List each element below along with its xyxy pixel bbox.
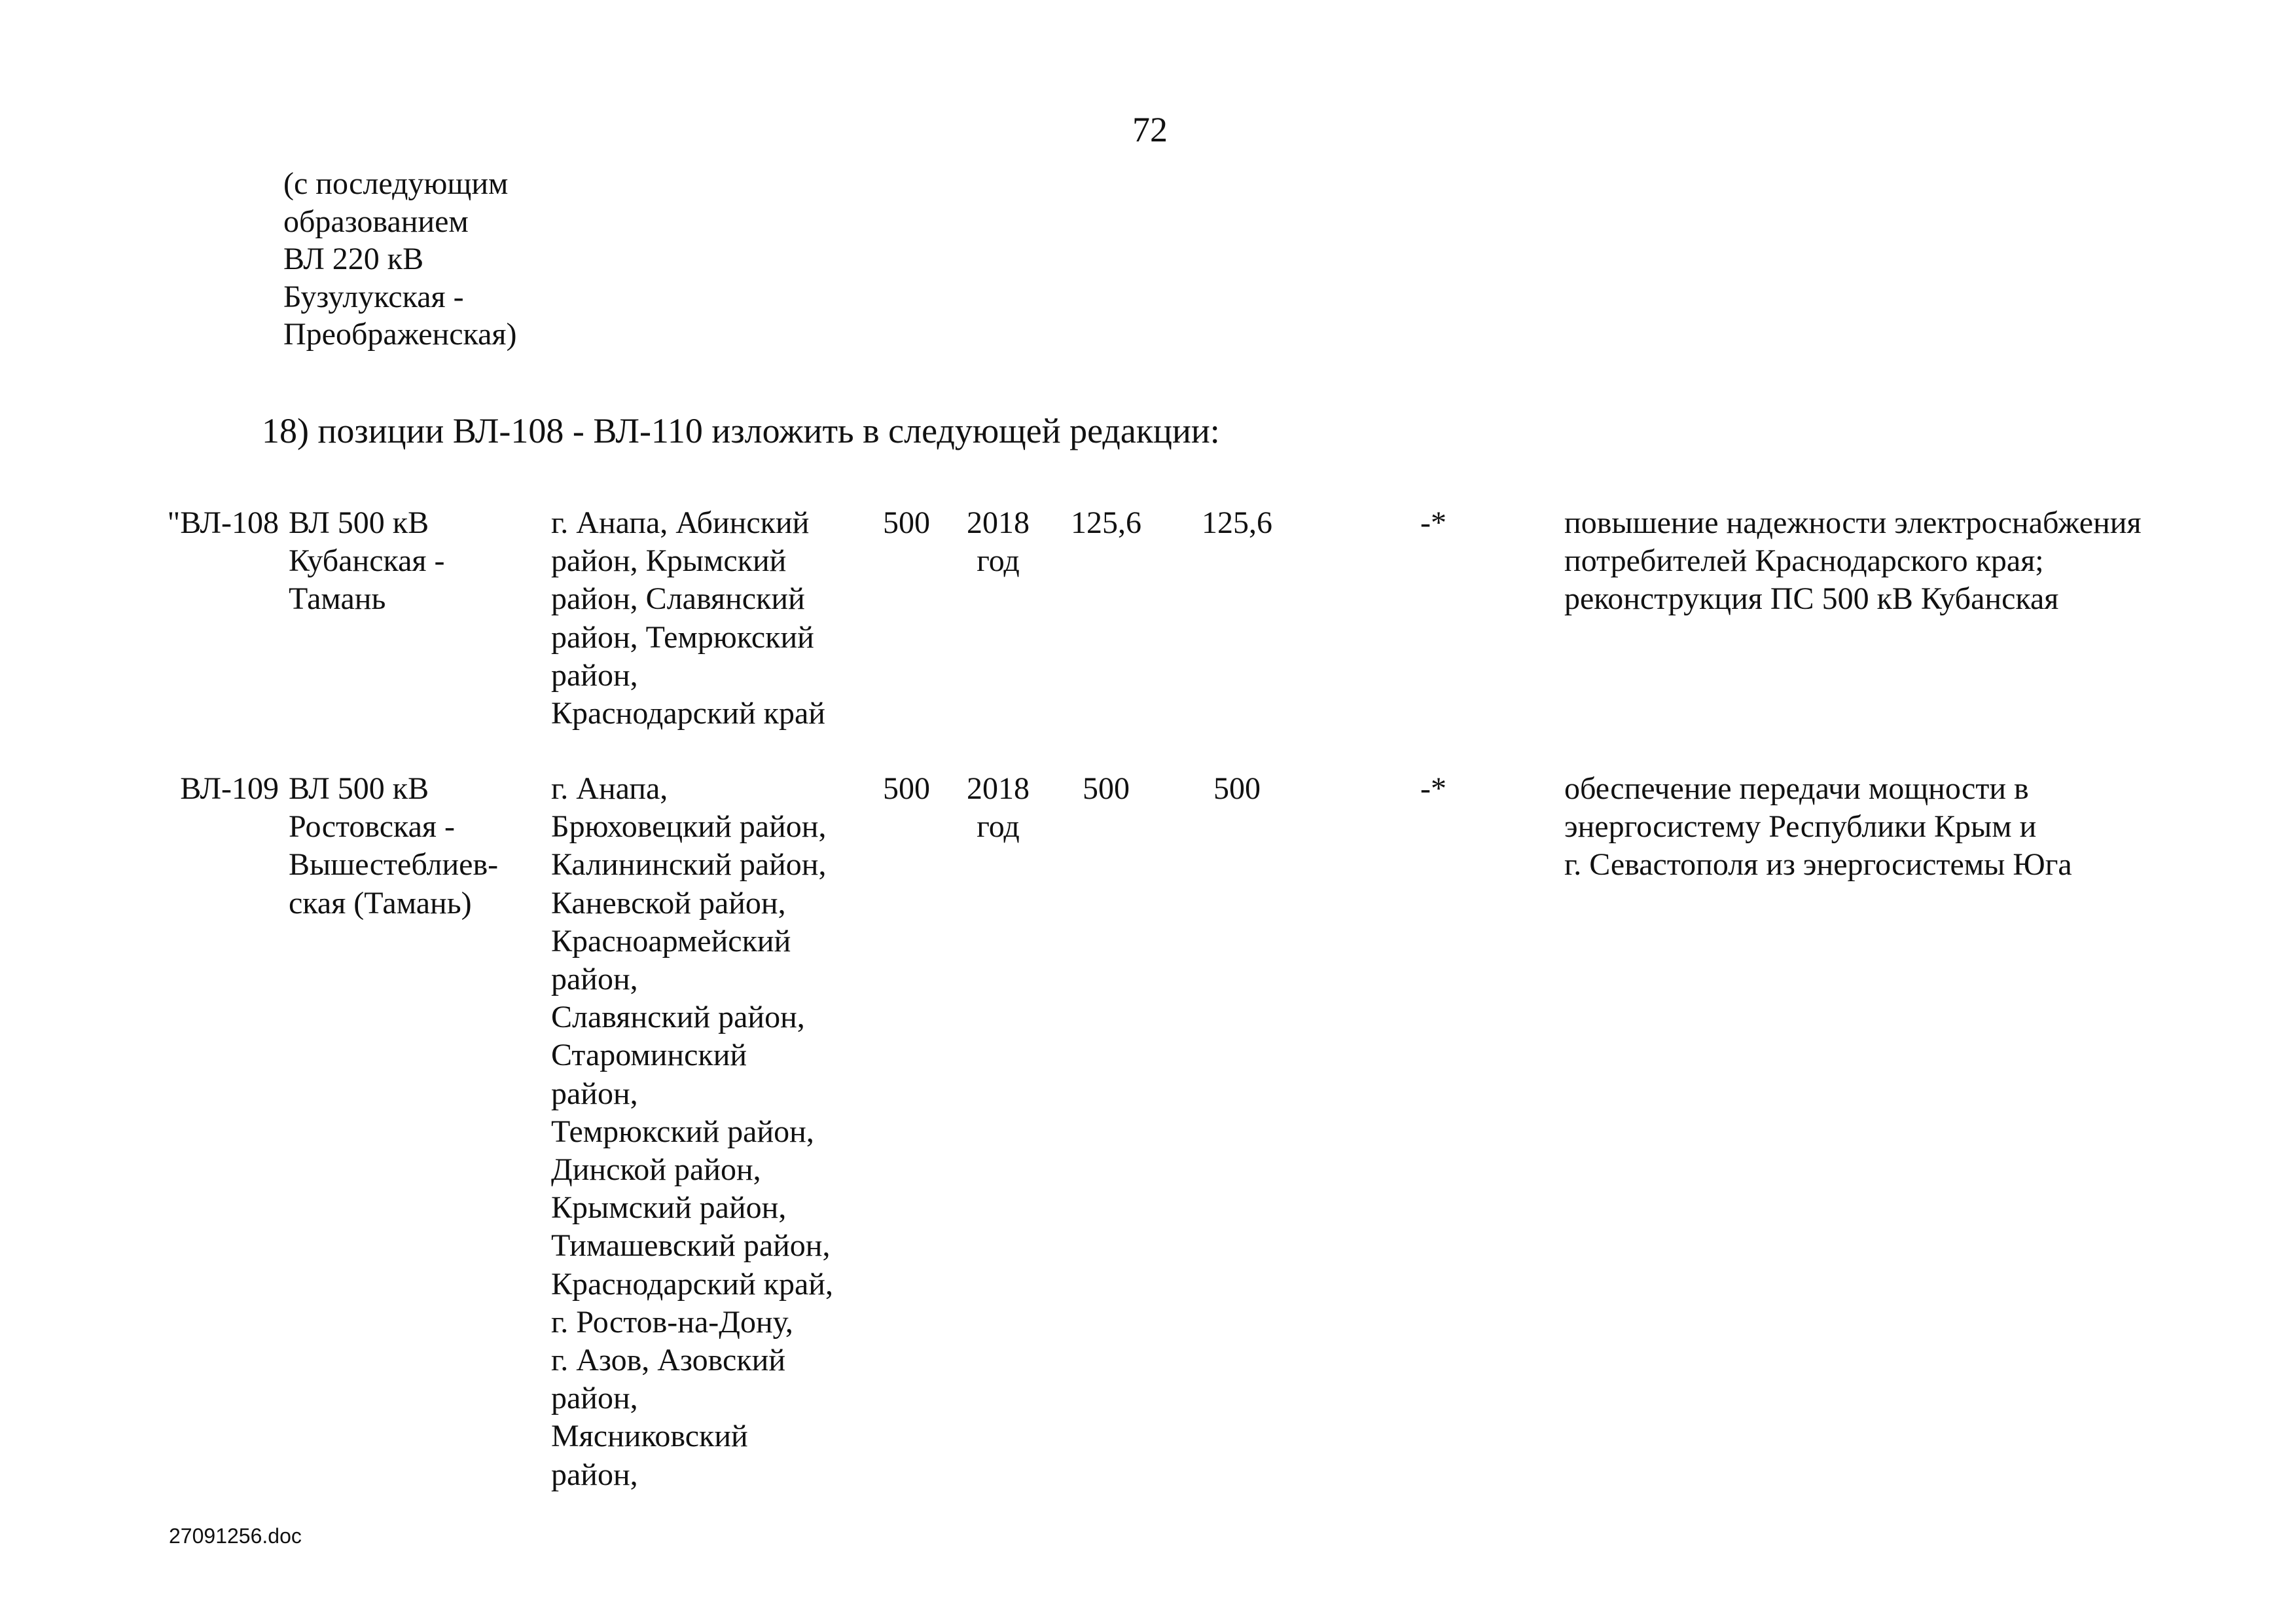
location-line: район, (551, 1076, 638, 1111)
location-line: Динской район, (551, 1152, 761, 1188)
purpose-note (1564, 770, 2072, 884)
length-1: 500 (1083, 771, 1130, 806)
location-line: Калининский район, (551, 847, 827, 883)
location-line: Темрюкский район, (551, 1114, 814, 1149)
location (551, 770, 833, 1494)
year-line: год (977, 543, 1020, 579)
row-code: "ВЛ-108 (167, 505, 279, 540)
line-name-line: ВЛ 500 кВ (289, 505, 429, 540)
row-code: ВЛ-109 (180, 771, 279, 806)
line-name-line: ская (Тамань) (289, 885, 472, 921)
line-name-line: Вышестеблиев- (289, 847, 499, 883)
year-line: 2018 (967, 505, 1030, 540)
location-line: район, (551, 657, 638, 693)
page-number: 72 (1132, 110, 1168, 149)
line-name (289, 770, 498, 922)
purpose-line: обеспечение передачи мощности в (1564, 771, 2029, 806)
location-line: район, Темрюкский (551, 619, 814, 655)
purpose-line: г. Севастополя из энергосистемы Юга (1564, 847, 2072, 883)
location-line: Брюховецкий район, (551, 809, 827, 845)
purpose-line: повышение надежности электроснабжения (1564, 505, 2142, 540)
purpose-note (1564, 504, 2142, 619)
length-1: 125,6 (1071, 505, 1141, 540)
continuation-line: Преображенская) (283, 317, 517, 352)
location-line: район, (551, 1457, 638, 1492)
year (959, 504, 1037, 580)
location-line: Староминский (551, 1038, 747, 1073)
line-name-line: Кубанская - (289, 543, 445, 579)
line-name-line: Ростовская - (289, 809, 455, 845)
document-filename: 27091256.doc (169, 1524, 302, 1548)
location-line: Крымский район, (551, 1190, 787, 1226)
purpose-line: потребителей Краснодарского края; (1564, 543, 2044, 579)
voltage: 500 (883, 505, 930, 540)
location-line: г. Анапа, (551, 771, 668, 806)
location-line: Славянский район, (551, 1000, 805, 1035)
location-line: район, Крымский (551, 543, 787, 579)
location-line: район, (551, 962, 638, 997)
year-line: 2018 (967, 771, 1030, 806)
line-name-line: Тамань (289, 581, 386, 617)
location-line: Тимашевский район, (551, 1228, 831, 1264)
length-2: 500 (1213, 771, 1261, 806)
continuation-line: образованием (283, 204, 469, 239)
location-line: г. Азов, Азовский (551, 1343, 786, 1378)
length-2: 125,6 (1202, 505, 1272, 540)
location-line: Краснодарский край, (551, 1266, 833, 1302)
location-line: г. Анапа, Абинский (551, 505, 810, 540)
location (551, 504, 825, 733)
location-line: Краснодарский край (551, 696, 825, 731)
line-name-line: ВЛ 500 кВ (289, 771, 429, 806)
location-line: район, (551, 1381, 638, 1416)
continuation-text (283, 165, 516, 354)
location-line: район, Славянский (551, 581, 805, 617)
location-line: Красноармейский (551, 923, 791, 958)
line-name (289, 504, 444, 619)
location-line: г. Ростов-на-Дону, (551, 1304, 793, 1340)
location-line: Мясниковский (551, 1419, 748, 1454)
cost: -* (1420, 771, 1446, 806)
voltage: 500 (883, 771, 930, 806)
continuation-line: ВЛ 220 кВ (283, 242, 424, 276)
cost: -* (1420, 505, 1446, 540)
purpose-line: реконструкция ПС 500 кВ Кубанская (1564, 581, 2059, 617)
continuation-line: Бузулукская - (283, 279, 464, 314)
continuation-line: (с последующим (283, 166, 509, 201)
purpose-line: энергосистему Республики Крым и (1564, 809, 2037, 845)
location-line: Каневской район, (551, 885, 786, 921)
amendment-instruction: 18) позиции ВЛ-108 - ВЛ-110 изложить в следующей редакции: (262, 411, 1220, 450)
year-line: год (977, 809, 1020, 845)
year (959, 770, 1037, 846)
